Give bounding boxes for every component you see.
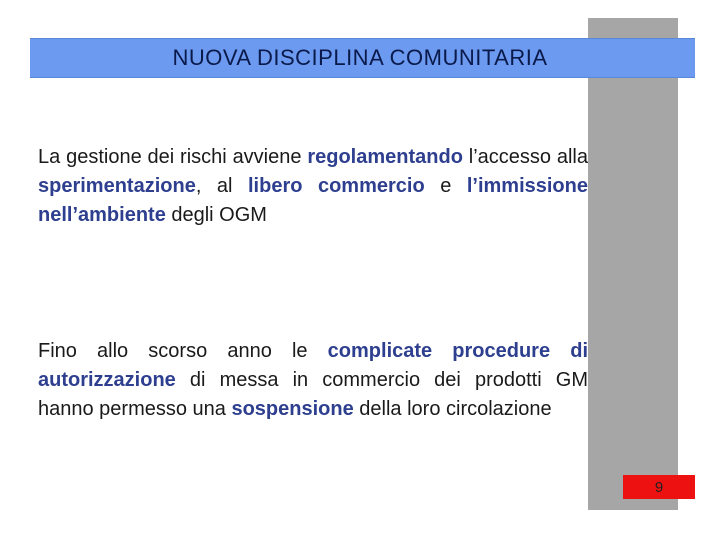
text-segment: di messa in commercio dei prodotti GM hanno permesso una [38,369,588,420]
slide-title: NUOVA DISCIPLINA COMUNITARIA [172,45,548,70]
text-segment: l’accesso alla [462,146,588,168]
paragraph-authorization [38,337,588,424]
highlight-term: libero commercio [247,175,425,197]
highlight-term: sospensione [231,398,354,420]
text-segment: degli OGM [165,204,267,226]
text-segment: , al [195,175,248,197]
highlight-term: l’immissione nell’ambiente [38,175,588,226]
side-decor-bar [588,18,678,510]
paragraph-risk-management [38,143,588,230]
page-number-badge [623,475,695,499]
page-number: 9 [654,478,664,496]
text-segment: e [424,175,467,197]
highlight-term: regolamentando [307,146,463,168]
highlight-term: complicate procedure di autorizzazione [38,340,588,391]
text-segment: Fino allo scorso anno le [38,340,328,362]
text-segment: La gestione dei rischi avviene [38,146,308,168]
text-segment: della loro circolazione [353,398,552,420]
highlight-term: sperimentazione [38,175,196,197]
